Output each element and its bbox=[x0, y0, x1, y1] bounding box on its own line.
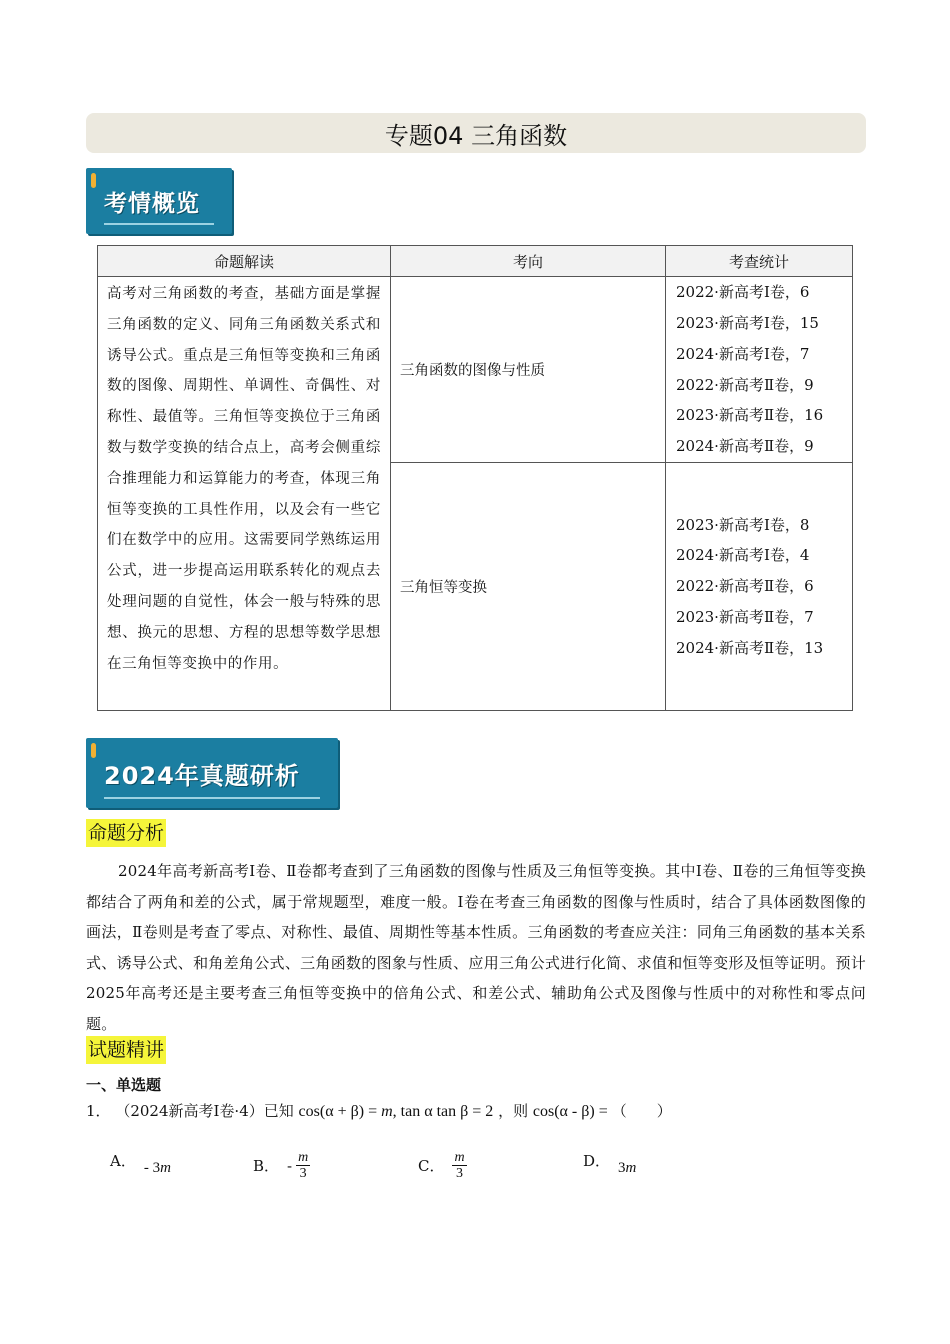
stats-line: 2022·新高考Ⅱ卷，6 bbox=[676, 577, 814, 596]
option-fraction: $\frac{m}{3}$ bbox=[298, 1150, 309, 1181]
stats-line: 2024·新高考Ⅰ卷，4 bbox=[676, 546, 810, 565]
header-interpretation: 命题解读 bbox=[98, 246, 391, 277]
practice-heading: 试题精讲 bbox=[86, 1036, 166, 1064]
question-blank: （ ） bbox=[611, 1102, 672, 1120]
analysis-heading: 命题分析 bbox=[86, 819, 166, 847]
badge-underline bbox=[104, 797, 320, 799]
badge-pin-icon bbox=[91, 743, 96, 758]
section-label-2024: 2024年真题研析 bbox=[104, 761, 300, 790]
question-type: 一、单选题 bbox=[86, 1076, 162, 1094]
option-a[interactable] bbox=[110, 1150, 171, 1176]
stats-line: 2024·新高考Ⅱ卷，9 bbox=[676, 437, 814, 456]
option-label: D． bbox=[583, 1152, 611, 1170]
question-source: （2024新高考Ⅰ卷·4）已知 bbox=[115, 1102, 294, 1120]
interpretation-cell: 高考对三角函数的考查，基础方面是掌握三角函数的定义、同角三角函数关系式和诱导公式。重点是三角恒等变换和三角函数的图像、周期性、单调性、奇偶性、对称性、最值等。三角恒等变换位于三角函数与数学变换的结合点上，高考会侧重综合推理能力和运算能力的考查，体现三角恒等变换的工具性作用，以及会有一些它们在数学中的应用。这需要同学熟练运用公式，进一步提高运用联系转化的观点去处理问题的自觉性，体会一般与特殊的思想、换元的思想、方程的思想等数学思想在三角恒等变换中的作用。 bbox=[98, 277, 391, 711]
table-header-row bbox=[98, 246, 853, 277]
option-value: - 3m bbox=[143, 1160, 171, 1176]
section-badge-2024 bbox=[86, 738, 338, 808]
stats-line: 2022·新高考Ⅰ卷，6 bbox=[676, 283, 810, 302]
direction-cell: 三角函数的图像与性质 bbox=[391, 277, 666, 463]
header-stats: 考查统计 bbox=[666, 246, 853, 277]
badge-underline bbox=[104, 223, 214, 225]
badge-pin-icon bbox=[91, 173, 96, 188]
option-label: A． bbox=[110, 1152, 136, 1170]
stats-line: 2023·新高考Ⅰ卷，8 bbox=[676, 515, 810, 534]
stats-line: 2022·新高考Ⅱ卷，9 bbox=[676, 375, 814, 394]
option-sign: - bbox=[287, 1156, 293, 1175]
stats-line: 2024·新高考Ⅰ卷，7 bbox=[676, 344, 810, 363]
analysis-paragraph: 2024年高考新高考Ⅰ卷、Ⅱ卷都考查到了三角函数的图像与性质及三角恒等变换。其中Ⅰ卷、Ⅱ卷的三角恒等变换都结合了两角和差的公式，属于常规题型，难度一般。Ⅰ卷在考查三角函数的图像与性质时，结合了具体函数图像的画法，Ⅱ卷则是考查了零点、对称性、最值、周期性等基本性质。三角函数的考查应关注：同角三角函数的基本关系式、诱导公式、和角差角公式、三角函数的图象与性质、应用三角公式进行化简、求值和恒等变形及恒等证明。预计2025年高考还是主要考查三角恒等变换中的倍角公式、和差公式、辅助角公式及图像与性质中的对称性和零点问题。 bbox=[86, 862, 866, 1033]
header-direction: 考向 bbox=[391, 246, 666, 277]
question-connector: ，则 bbox=[498, 1102, 529, 1120]
option-c[interactable] bbox=[418, 1150, 467, 1181]
stats-line: 2023·新高考Ⅱ卷，7 bbox=[676, 607, 814, 626]
condition-formula: cos(α + β) = m, tan α tan β = 2 bbox=[298, 1103, 494, 1120]
table-row bbox=[98, 277, 853, 463]
option-label: B． bbox=[253, 1157, 280, 1175]
section-label-overview: 考情概览 bbox=[104, 190, 200, 217]
stats-line: 2023·新高考Ⅰ卷，15 bbox=[676, 313, 819, 332]
option-b[interactable] bbox=[253, 1150, 310, 1181]
stats-line: 2023·新高考Ⅱ卷，16 bbox=[676, 406, 824, 425]
page-title: 专题04 三角函数 bbox=[86, 113, 866, 153]
stats-cell bbox=[666, 277, 853, 463]
option-label: C． bbox=[418, 1157, 445, 1175]
stats-cell bbox=[666, 463, 853, 711]
section-badge-overview bbox=[86, 168, 232, 234]
option-value: 3m bbox=[618, 1160, 637, 1176]
option-d[interactable] bbox=[583, 1150, 637, 1176]
overview-table bbox=[97, 245, 853, 711]
question-number: 1． bbox=[86, 1102, 111, 1120]
option-fraction: $\frac{m}{3}$ bbox=[454, 1150, 465, 1181]
target-formula: cos(α - β) = bbox=[532, 1103, 612, 1120]
question-1 bbox=[86, 1100, 672, 1121]
stats-line: 2024·新高考Ⅱ卷，13 bbox=[676, 638, 824, 657]
direction-cell: 三角恒等变换 bbox=[391, 463, 666, 711]
